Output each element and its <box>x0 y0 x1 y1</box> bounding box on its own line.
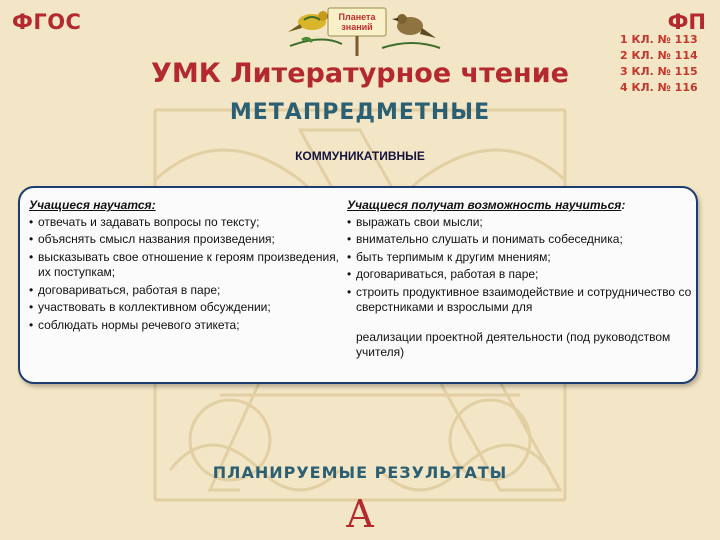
grade-item: 4 КЛ. № 116 <box>620 81 698 94</box>
right-column <box>347 198 692 361</box>
list-item: • выражать свои мысли; <box>347 214 483 229</box>
list-item: • строить продуктивное взаимодействие и сотрудничество со сверстниками и взрослыми для <box>347 284 692 314</box>
logo-text: Планета знаний <box>338 12 376 32</box>
subtitle: МЕТАПРЕДМЕТНЫЕ <box>229 100 491 125</box>
fp-label: ФП <box>667 10 706 34</box>
grade-item: 1 КЛ. № 113 <box>620 33 698 46</box>
list-item: • соблюдать нормы речевого этикета; <box>29 317 240 332</box>
left-bird-icon <box>288 11 333 32</box>
list-item: • объяснять смысл названия произведения; <box>29 232 275 246</box>
list-item: • договариваться, работая в паре; <box>347 267 539 281</box>
right-bird-icon <box>392 14 436 38</box>
list-item: • договариваться, работая в паре; <box>29 282 221 297</box>
right-continuation: реализации проектной деятельности (под руководством учителя) <box>356 329 671 359</box>
list-item: • высказывать свое отношение к героям произведения, их поступкам; <box>29 249 340 279</box>
left-column <box>29 198 341 335</box>
page-title: УМК Литературное чтение <box>151 58 569 89</box>
footer-title: ПЛАНИРУЕМЫЕ РЕЗУЛЬТАТЫ <box>212 463 508 482</box>
right-heading: Учащиеся получат возможность научиться <box>347 198 622 212</box>
grade-item: 2 КЛ. № 114 <box>620 49 698 62</box>
content-box <box>18 186 698 384</box>
section-heading: КОММУНИКАТИВНЫЕ <box>295 149 425 163</box>
fgos-label: ФГОС <box>12 10 82 34</box>
list-item: • быть терпимым к другим мнениям; <box>347 249 551 264</box>
right-heading-row: Учащиеся получат возможность научиться: <box>347 198 626 212</box>
left-list <box>29 215 341 334</box>
right-list <box>347 215 692 316</box>
monogram-icon: А <box>345 492 375 536</box>
list-item: • внимательно слушать и понимать собеседника; <box>347 232 623 246</box>
list-item: • отвечать и задавать вопросы по тексту; <box>29 214 260 229</box>
grade-item: 3 КЛ. № 115 <box>620 65 698 78</box>
left-heading: Учащиеся научатся: <box>29 198 156 212</box>
list-item: • участвовать в коллективном обсуждении; <box>29 300 271 314</box>
